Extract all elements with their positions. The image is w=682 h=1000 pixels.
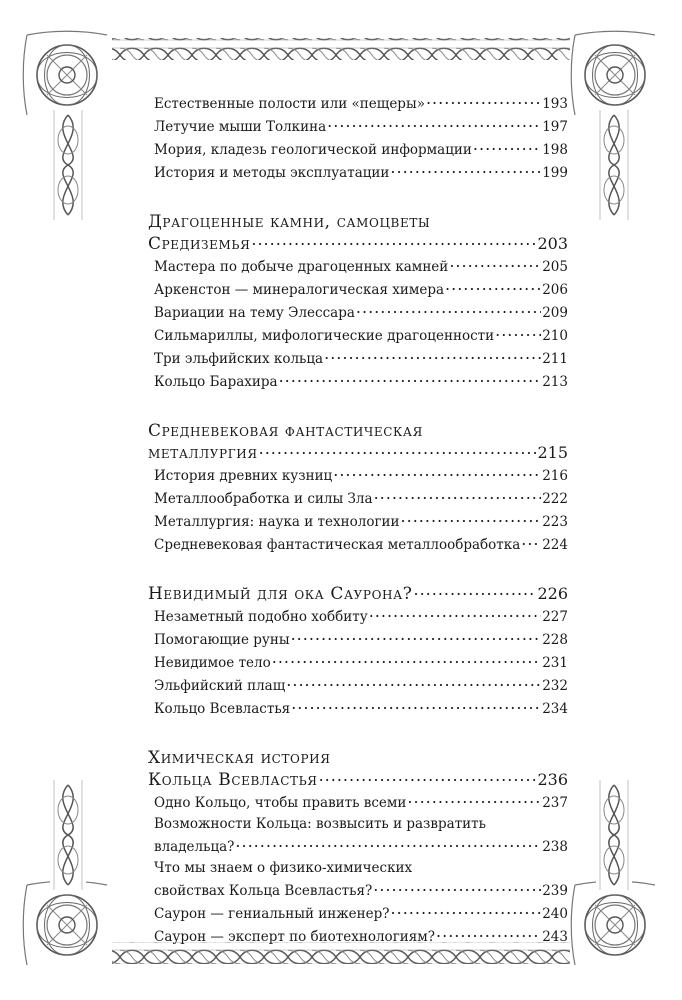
toc-section	[148, 747, 568, 948]
toc-entry-label: Мория, кладезь геологической информации	[154, 142, 472, 158]
toc-entry-label: свойствах Кольца Всевластья?	[154, 883, 373, 899]
toc-entry[interactable]	[148, 161, 568, 184]
dot-leader	[473, 138, 541, 154]
toc-entry-page: 238	[542, 839, 568, 855]
chapter-title: Средневековая фантастическая	[148, 421, 423, 441]
chapter-page: 236	[537, 770, 568, 789]
toc-entry-page: 210	[542, 328, 568, 344]
toc-entry-label: владельца?	[154, 839, 235, 855]
toc-entry-label: Средневековая фантастическая металлообработка	[154, 537, 521, 553]
toc-entry-page: 227	[542, 609, 568, 625]
dot-leader	[333, 464, 541, 480]
toc-entry[interactable]	[148, 879, 568, 902]
toc-entry-page: 199	[542, 165, 568, 181]
dot-leader	[324, 347, 541, 363]
toc-entry-page: 239	[542, 883, 568, 899]
dot-leader	[356, 301, 541, 317]
toc-entry-label: Помогающие руны	[154, 632, 290, 648]
dot-leader	[291, 628, 542, 644]
toc-entry-page: 231	[542, 655, 568, 671]
chapter-row[interactable]	[148, 769, 568, 791]
dot-leader	[521, 533, 541, 549]
toc-entry-label: Три эльфийских кольца	[154, 351, 324, 367]
toc-entry-first-line: Возможности Кольца: возвысить и развратить	[154, 816, 486, 832]
dot-leader	[319, 769, 537, 785]
toc-entry-label: Саурон — эксперт по биотехнологиям?	[154, 929, 436, 945]
dot-leader	[251, 233, 536, 249]
dot-leader	[495, 324, 541, 340]
toc-entry-label: Кольцо Барахира	[154, 374, 278, 390]
toc-entry-label: Одно Кольцо, чтобы править всеми	[154, 795, 407, 811]
toc-entry-page: 243	[542, 929, 568, 945]
toc-entry[interactable]	[148, 138, 568, 161]
table-of-contents	[148, 92, 568, 948]
toc-entry-label: Летучие мыши Толкина	[154, 119, 327, 135]
toc-entry-label: Металлообработка и силы Зла	[154, 491, 373, 507]
toc-entry-page: 237	[542, 795, 568, 811]
dot-leader	[286, 674, 541, 690]
toc-entry-label: Невидимое тело	[154, 655, 271, 671]
chapter-page: 203	[537, 234, 568, 253]
toc-entry-page: 223	[542, 514, 568, 530]
toc-entry-page: 198	[542, 142, 568, 158]
toc-entry[interactable]	[148, 791, 568, 814]
toc-section	[148, 92, 568, 184]
toc-entry-page: 206	[542, 282, 568, 298]
toc-entry[interactable]	[148, 324, 568, 347]
dot-leader	[413, 583, 536, 599]
toc-entry[interactable]	[148, 674, 568, 697]
toc-entry-label: Аркенстон — минералогическая химера	[154, 282, 445, 298]
toc-entry-page: 193	[542, 96, 568, 112]
toc-entry-page: 232	[542, 678, 568, 694]
toc-entry[interactable]	[148, 464, 568, 487]
dot-leader	[449, 255, 541, 271]
toc-entry[interactable]	[148, 605, 568, 628]
toc-entry[interactable]	[148, 115, 568, 138]
dot-leader	[374, 487, 542, 503]
dot-leader	[401, 510, 542, 526]
toc-entry[interactable]	[148, 902, 568, 925]
dot-leader	[390, 161, 541, 177]
toc-entry[interactable]	[148, 835, 568, 858]
toc-entry[interactable]	[148, 651, 568, 674]
chapter-page: 226	[537, 584, 568, 603]
toc-section	[148, 583, 568, 720]
dot-leader	[327, 115, 541, 131]
toc-entry-label: История и методы эксплуатации	[154, 165, 390, 181]
toc-entry[interactable]	[148, 92, 568, 115]
dot-leader	[407, 791, 541, 807]
dot-leader	[235, 835, 541, 851]
dot-leader	[391, 902, 542, 918]
dot-leader	[272, 651, 541, 667]
chapter-row[interactable]	[148, 233, 568, 255]
toc-entry-page: 240	[542, 906, 568, 922]
dot-leader	[436, 925, 541, 941]
toc-entry[interactable]	[148, 347, 568, 370]
dot-leader	[426, 92, 541, 108]
dot-leader	[369, 605, 542, 621]
chapter-page: 215	[537, 443, 568, 462]
dot-leader	[259, 442, 537, 458]
dot-leader	[279, 370, 542, 386]
toc-entry-page: 205	[542, 259, 568, 275]
toc-entry[interactable]	[148, 697, 568, 720]
toc-entry-label: Саурон — гениальный инженер?	[154, 906, 390, 922]
chapter-title: Химическая история	[148, 748, 331, 768]
toc-entry[interactable]	[148, 510, 568, 533]
toc-entry-label: Мастера по добыче драгоценных камней	[154, 259, 449, 275]
toc-entry[interactable]	[148, 925, 568, 948]
toc-entry-label: Незаметный подобно хоббиту	[154, 609, 368, 625]
toc-entry[interactable]	[148, 487, 568, 510]
toc-entry-page: 222	[542, 491, 568, 507]
toc-entry-page: 213	[542, 374, 568, 390]
toc-section	[148, 420, 568, 556]
toc-entry-page: 209	[542, 305, 568, 321]
chapter-row[interactable]	[148, 583, 568, 605]
toc-entry-label: Естественные полости или «пещеры»	[154, 96, 425, 112]
toc-entry-page: 234	[542, 701, 568, 717]
chapter-label: Невидимый для ока Саурона?	[148, 584, 413, 604]
toc-entry[interactable]	[148, 255, 568, 278]
toc-entry[interactable]	[148, 370, 568, 393]
chapter-label: Кольца Всевластья	[148, 770, 318, 790]
toc-entry-label: История древних кузниц	[154, 468, 333, 484]
toc-entry[interactable]	[148, 533, 568, 556]
toc-entry-label: Кольцо Всевластья	[154, 701, 291, 717]
toc-entry-label: Металлургия: наука и технологии	[154, 514, 400, 530]
chapter-label: металлургия	[148, 443, 258, 463]
toc-entry-page: 197	[542, 119, 568, 135]
toc-entry[interactable]	[148, 278, 568, 301]
chapter-row[interactable]	[148, 442, 568, 464]
dot-leader	[373, 879, 541, 895]
toc-section	[148, 211, 568, 393]
toc-entry-label: Эльфийский плащ	[154, 678, 286, 694]
dot-leader	[445, 278, 541, 294]
toc-entry[interactable]	[148, 628, 568, 651]
toc-entry-label: Вариации на тему Элессара	[154, 305, 355, 321]
chapter-label: Средиземья	[148, 234, 251, 254]
toc-entry-page: 216	[542, 468, 568, 484]
dot-leader	[291, 697, 541, 713]
toc-entry-page: 228	[542, 632, 568, 648]
toc-entry-label: Сильмариллы, мифологические драгоценности	[154, 328, 495, 344]
chapter-title: Драгоценные камни, самоцветы	[148, 212, 431, 232]
toc-entry[interactable]	[148, 301, 568, 324]
toc-entry-page: 211	[542, 351, 568, 367]
toc-entry-page: 224	[542, 537, 568, 553]
toc-entry-first-line: Что мы знаем о физико-химических	[154, 860, 413, 876]
